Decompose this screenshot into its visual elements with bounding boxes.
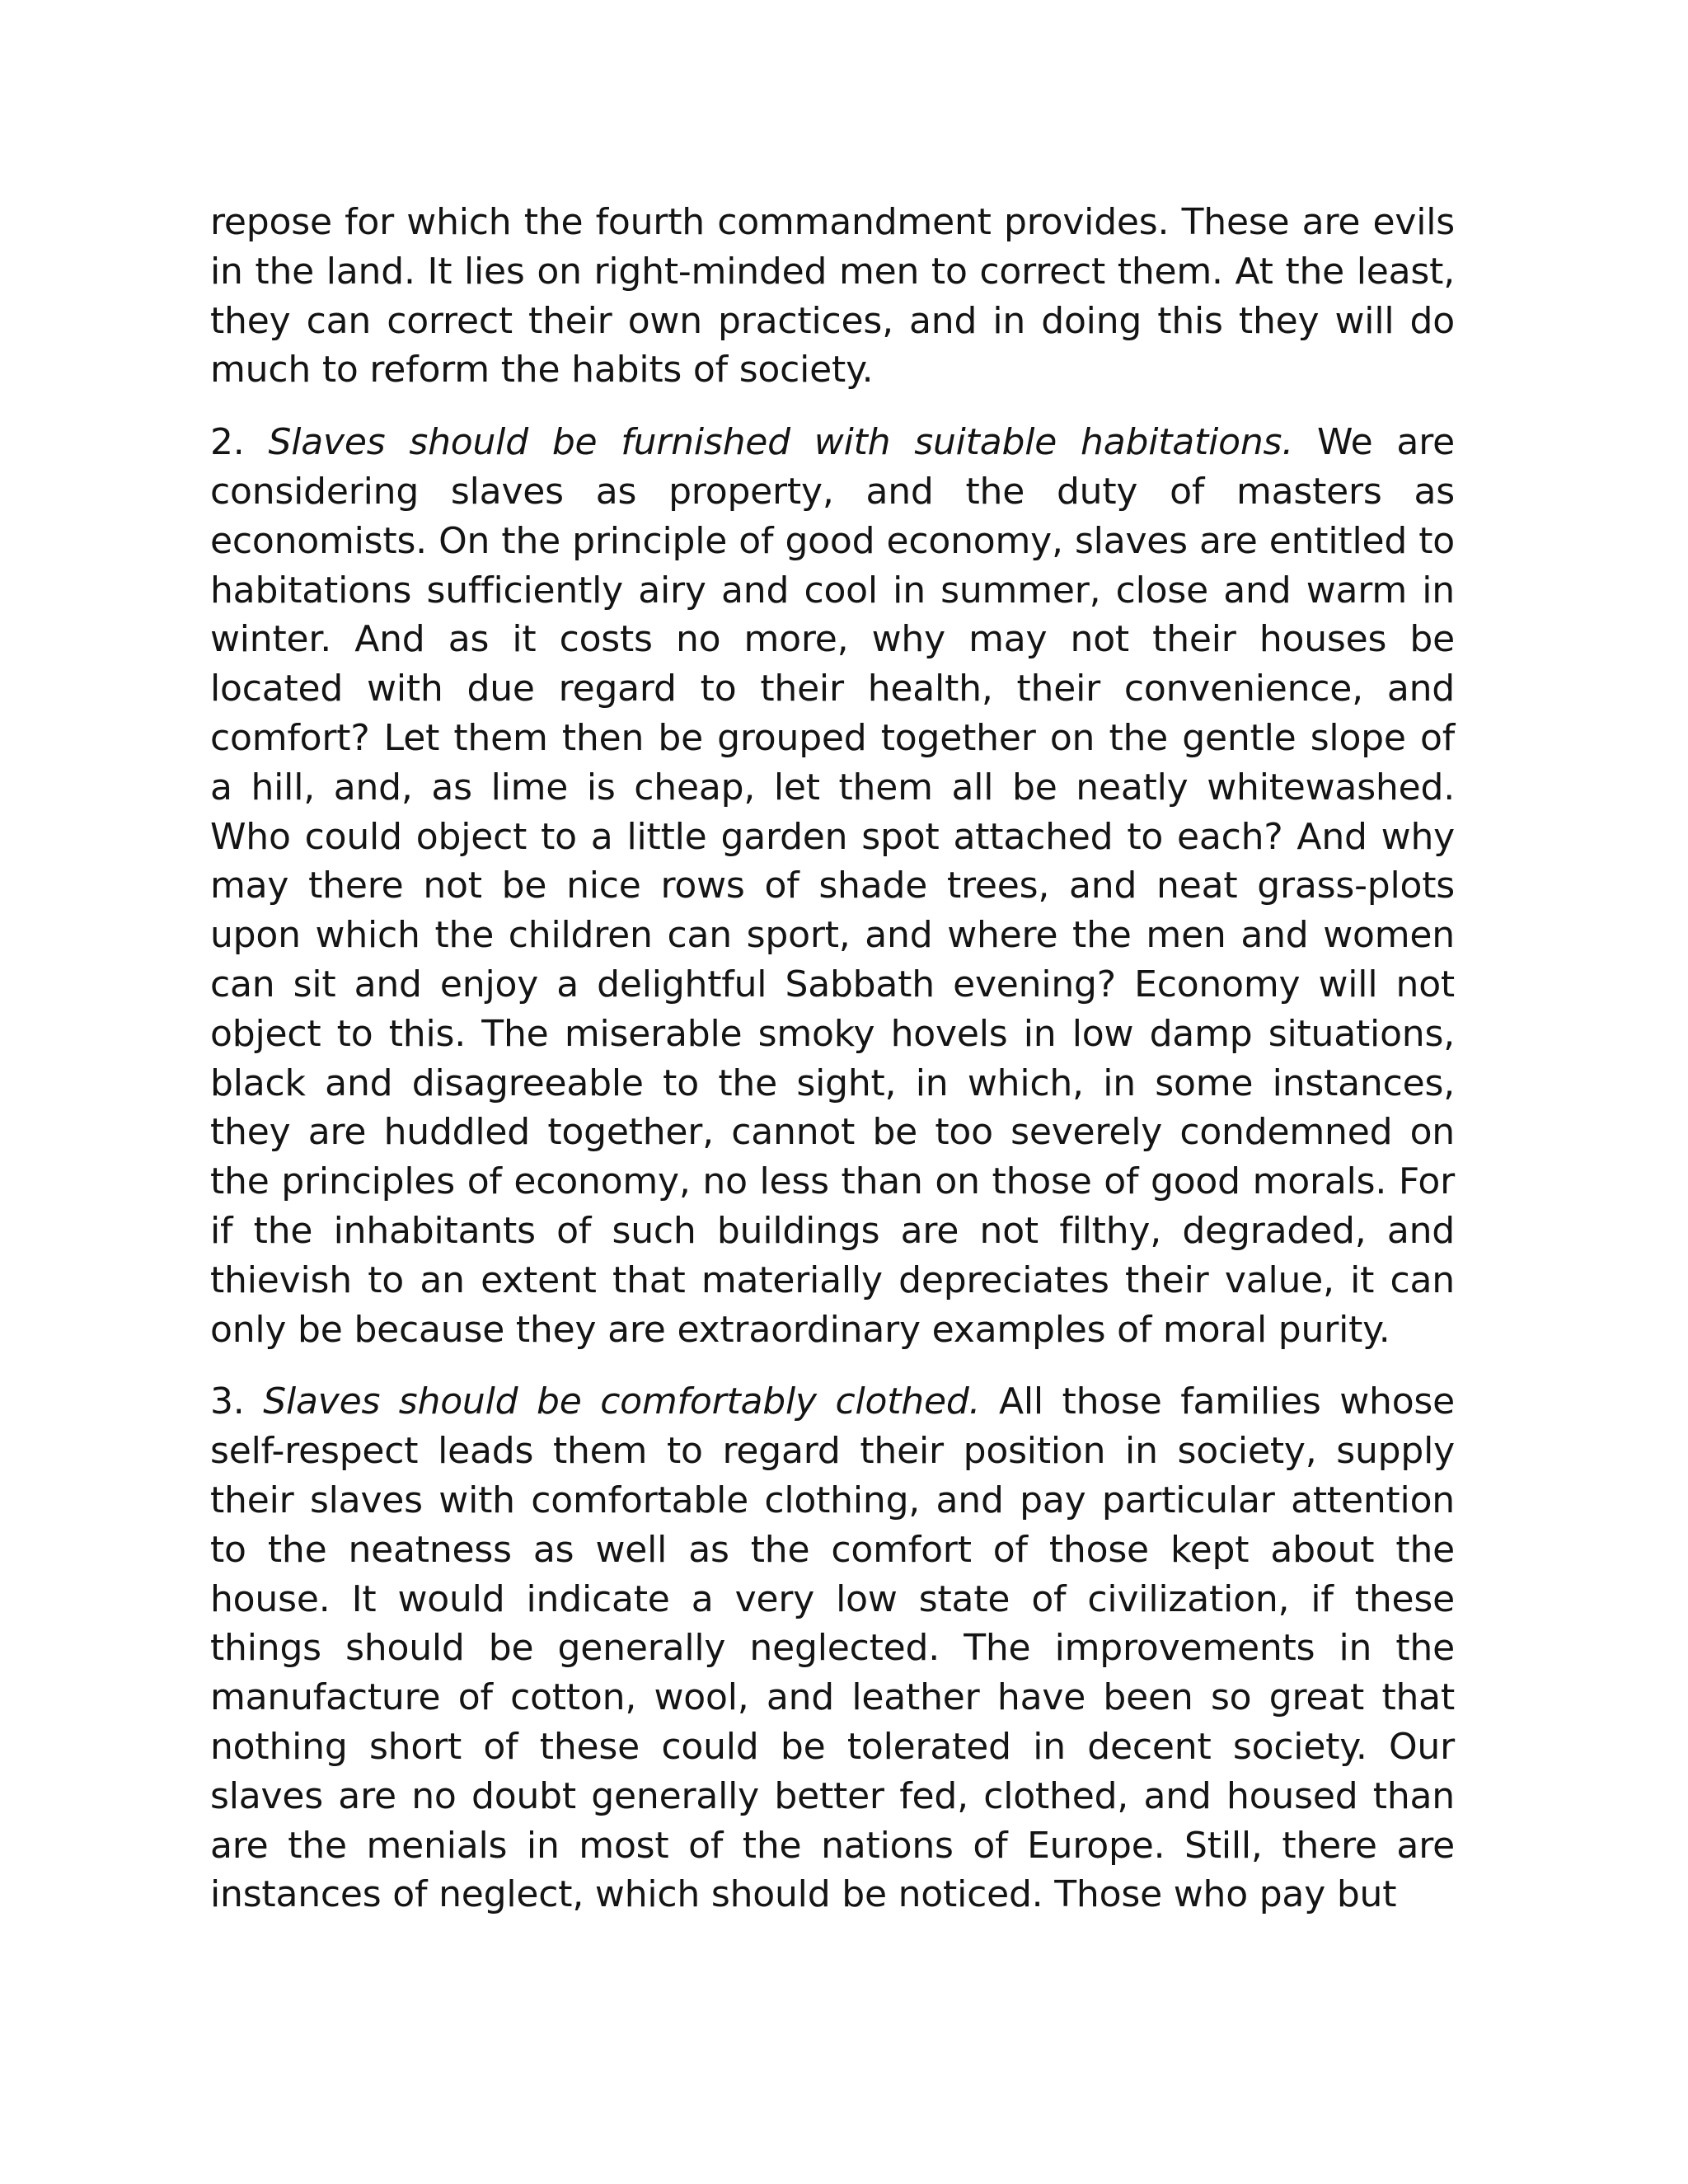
paragraph-3 [210,1377,1455,1919]
paragraph-1-text: repose for which the fourth commandment provides. These are evils in the land. It lies on right-minded men to correct them. At the least, they can correct their own practices, and in doing this they will do much to reform the habits of society. [210,201,1455,391]
paragraph-3-text: All those families whose self-respect leads them to regard their position in society, supply their slaves with comfortable clothing, and pay particular attention to the neatness as well as the comfort of those kept about the house. It would indicate a very low state of civilization, if these things should be generally neglected. The improvements in the manufacture of cotton, wool, and leather have been so great that nothing short of these could be tolerated in decent society. Our slaves are no doubt generally better fed, clothed, and housed than are the menials in most of the nations of Europe. Still, there are instances of neglect, which should be noticed. Those who pay but [210,1380,1456,1916]
paragraph-2-heading: Slaves should be furnished with suitable habitations. [268,421,1294,464]
paragraph-2 [210,418,1455,1354]
body-text [210,198,1455,1943]
paragraph-3-heading: Slaves should be comfortably clothed. [263,1380,981,1423]
paragraph-1 [210,198,1455,395]
paragraph-3-number: 3. [210,1380,245,1423]
paragraph-2-text: We are considering slaves as property, and the duty of masters as economists. On the principle of good economy, slaves are entitled to habitations sufficiently airy and cool in summer, close and warm in winter. And as it costs no more, why may not their houses be located with due regard to their health, their convenience, and comfort? Let them then be grouped together on the gentle slope of a hill, and, as lime is cheap, let them all be neatly whitewashed. Who could object to a little garden spot attached to each? And why may there not be nice rows of shade trees, and neat grass-plots upon which the children can sport, and where the men and women can sit and enjoy a delightful Sabbath evening? Economy will not object to this. The miserable smoky hovels in low damp situations, black and disagreeable to the sight, in which, in some instances, they are huddled together, cannot be too severely condemned on the principles of economy, no less than on those of good morals. For if the inhabitants of such buildings are not filthy, degraded, and thievish to an extent that materially depreciates their value, it can only be because they are extraordinary examples of moral purity. [210,421,1455,1351]
paragraph-2-number: 2. [210,421,245,464]
